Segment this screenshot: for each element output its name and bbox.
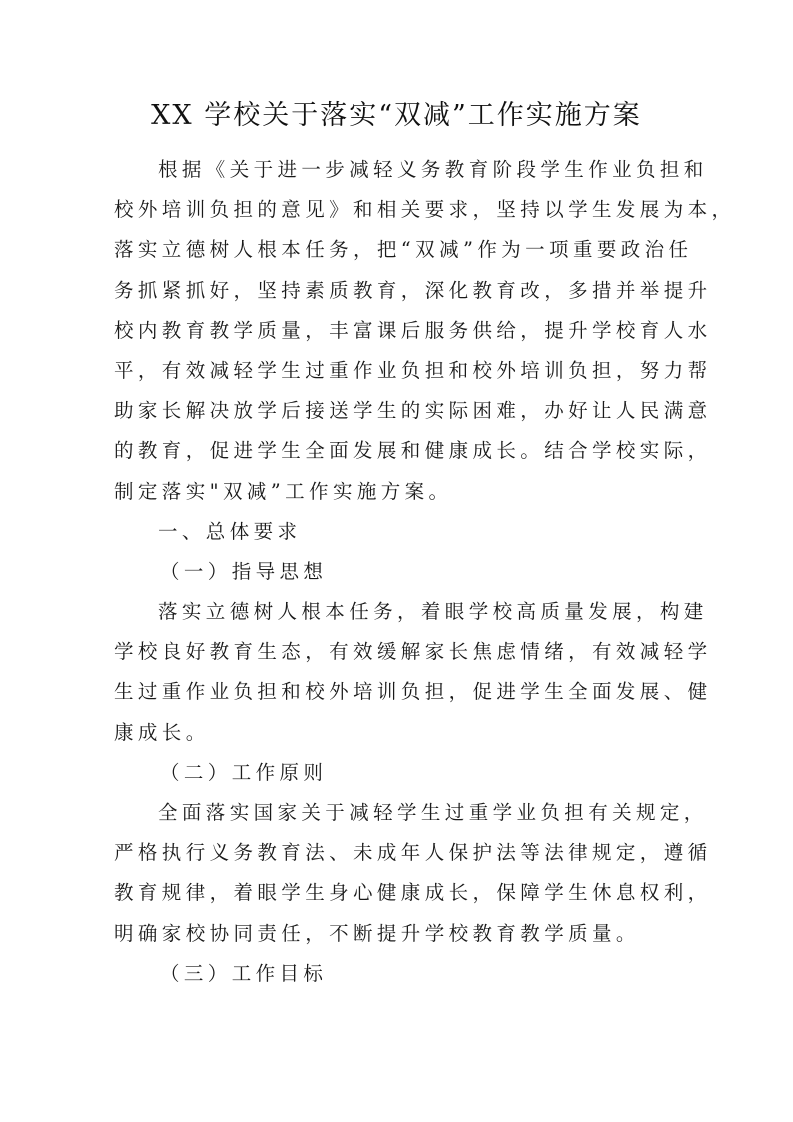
paragraph-line: 教育规律，着眼学生身心健康成长，保障学生休息权利， bbox=[114, 881, 712, 905]
paragraph-line: 的教育，促进学生全面发展和健康成长。结合学校实际， bbox=[114, 439, 712, 463]
paragraph-line: 助家长解决放学后接送学生的实际困难，办好让人民满意 bbox=[114, 399, 712, 423]
paragraph-line: 落实立德树人根本任务，把“双减”作为一项重要政治任 bbox=[114, 238, 693, 262]
intro-paragraph bbox=[114, 150, 736, 512]
work-principles-paragraph bbox=[114, 793, 712, 954]
paragraph-line: 务抓紧抓好，坚持素质教育，深化教育改，多措并举提升 bbox=[114, 278, 712, 302]
paragraph-line: 根据《关于进一步减轻义务教育阶段学生作业负担和 bbox=[158, 158, 708, 181]
paragraph-line: 严格执行义务教育法、未成年人保护法等法律规定，遵循 bbox=[114, 841, 712, 865]
paragraph-line: 制定落实"双减”工作实施方案。 bbox=[114, 479, 453, 503]
subheading-work-principles: （二）工作原则 bbox=[160, 760, 328, 784]
paragraph-line: 康成长。 bbox=[114, 720, 210, 744]
paragraph-line: 校内教育教学质量，丰富课后服务供给，提升学校育人水 bbox=[114, 318, 712, 342]
section-heading-general-requirements: 一、总体要求 bbox=[158, 519, 302, 543]
paragraph-line: 全面落实国家关于减轻学生过重学业负担有关规定， bbox=[158, 801, 708, 824]
paragraph-line: 平，有效减轻学生过重作业负担和校外培训负担，努力帮 bbox=[114, 358, 712, 382]
paragraph-line: 学校良好教育生态，有效缓解家长焦虑情绪，有效减轻学 bbox=[114, 640, 712, 664]
document-title: XX 学校关于落实“双减”工作实施方案 bbox=[151, 100, 642, 131]
document-body bbox=[114, 150, 736, 994]
paragraph-line: 校外培训负担的意见》和相关要求，坚持以学生发展为本， bbox=[114, 198, 736, 222]
subheading-work-goals: （三）工作目标 bbox=[160, 961, 328, 985]
paragraph-line: 明确家校协同责任，不断提升学校教育教学质量。 bbox=[114, 921, 640, 945]
paragraph-line: 生过重作业负担和校外培训负担，促进学生全面发展、健 bbox=[114, 680, 712, 704]
guiding-ideology-paragraph bbox=[114, 592, 712, 753]
subheading-guiding-ideology: （一）指导思想 bbox=[160, 559, 328, 583]
paragraph-line: 落实立德树人根本任务，着眼学校高质量发展，构建 bbox=[158, 600, 708, 624]
